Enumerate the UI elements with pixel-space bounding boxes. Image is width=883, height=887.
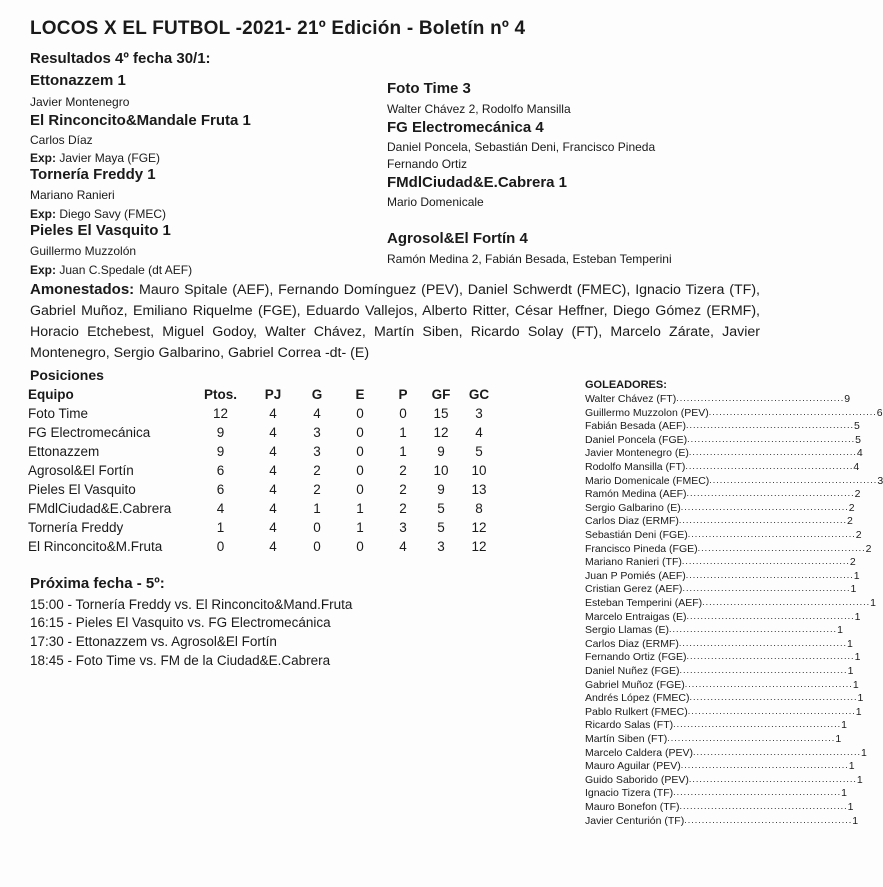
- leader-dots: ................................................: [687, 705, 856, 716]
- scorer-row: [585, 488, 861, 501]
- stat-cell: 15: [433, 406, 449, 421]
- stat-cell: 2: [399, 501, 407, 516]
- scorer-name: Javier Montenegro (E): [585, 447, 689, 460]
- scorer-name: Guido Saborido (PEV): [585, 773, 689, 786]
- stat-cell: 3: [313, 425, 321, 440]
- scorer-goals: 1: [870, 597, 876, 609]
- scorer-goals: 2: [846, 515, 853, 528]
- scorer-name: Sebastián Deni (FGE): [585, 529, 688, 541]
- expelled-player: Juan C.Spedale (dt AEF): [59, 263, 193, 277]
- scorer-name: Sergio Galbarino (E): [585, 501, 681, 514]
- scorer-row: [585, 501, 855, 514]
- scorer-goals: 2: [865, 542, 872, 555]
- expelled-line: [30, 151, 160, 165]
- scorer-name: Mariano Ranieri (TF): [585, 556, 682, 569]
- team-name-cell: Tornería Freddy: [28, 520, 124, 535]
- scorer-name: Fernando Ortiz (FGE): [585, 651, 687, 664]
- scorer-goals: 9: [844, 393, 851, 405]
- stat-cell: 10: [433, 463, 449, 478]
- stat-cell: 0: [356, 444, 364, 459]
- stat-cell: 4: [269, 539, 277, 554]
- next-match: 18:45 - Foto Time vs. FM de la Ciudad&E.Cabrera: [30, 653, 331, 668]
- stat-cell: 12: [212, 406, 229, 421]
- scorer-row: [585, 624, 843, 637]
- scorer-goals: 1: [835, 733, 842, 745]
- scorer-name: Martín Siben (FT): [585, 733, 668, 745]
- scorer-row: [585, 692, 864, 705]
- stat-cell: 3: [437, 539, 445, 554]
- scorer-row: [585, 787, 847, 800]
- leader-dots: ................................................: [679, 801, 848, 811]
- stat-cell: 4: [269, 444, 277, 459]
- stat-cell: 4: [475, 425, 483, 440]
- col-header-goals-for: GF: [431, 387, 451, 402]
- scorer-name: Mario Domenicale (FMEC): [585, 474, 710, 487]
- team-name-cell: Foto Time: [28, 406, 89, 421]
- stat-cell: 12: [471, 539, 487, 554]
- scorer-goals: 1: [846, 637, 853, 650]
- scorer-goals: 1: [847, 801, 854, 813]
- stat-cell: 9: [437, 482, 445, 497]
- scorer-row: [585, 461, 860, 473]
- scorer-goals: 1: [860, 746, 867, 759]
- standings-title: Posiciones: [30, 367, 104, 383]
- expelled-line: [30, 263, 192, 277]
- scorer-name: Daniel Poncela (FGE): [585, 433, 688, 446]
- scorer-row: [585, 406, 883, 419]
- result-team: FG Electromecánica 4: [387, 119, 544, 136]
- stat-cell: 2: [313, 482, 321, 497]
- scorer-row: [585, 583, 857, 596]
- scorer-name: Mauro Bonefon (TF): [585, 801, 680, 813]
- team-name-cell: Pieles El Vasquito: [28, 482, 136, 497]
- leader-dots: ................................................: [709, 474, 878, 485]
- stat-cell: 4: [313, 406, 321, 421]
- leader-dots: ................................................: [673, 787, 842, 798]
- scorer-row: [585, 651, 861, 664]
- result-scorers: Guillermo Muzzolón: [30, 244, 137, 258]
- leader-dots: ................................................: [687, 433, 856, 444]
- scorer-row: [585, 801, 854, 813]
- scorer-name: Guillermo Muzzolon (PEV): [585, 406, 709, 419]
- cautioned-paragraph: [30, 279, 760, 364]
- col-header-points: Ptos.: [203, 387, 237, 402]
- scorer-name: Gabriel Muñoz (FGE): [585, 678, 685, 691]
- scorer-row: [585, 420, 860, 433]
- scorer-name: Mauro Aguilar (PEV): [585, 760, 681, 773]
- leader-dots: ................................................: [685, 569, 854, 580]
- team-name-cell: Ettonazzem: [28, 444, 100, 459]
- result-scorers: Ramón Medina 2, Fabián Besada, Esteban Temperini: [387, 252, 672, 266]
- scorer-name: Fabián Besada (AEF): [585, 420, 686, 433]
- leader-dots: ................................................: [686, 610, 855, 621]
- scorer-goals: 1: [854, 651, 861, 664]
- stat-cell: 8: [475, 501, 483, 516]
- stat-cell: 0: [216, 539, 225, 554]
- stat-cell: 4: [269, 501, 277, 516]
- scorer-row: [585, 393, 851, 405]
- scorer-row: [585, 678, 859, 691]
- scorer-goals: 1: [855, 705, 862, 718]
- scorer-name: Rodolfo Mansilla (FT): [585, 461, 686, 473]
- leader-dots: ................................................: [678, 637, 847, 648]
- stat-cell: 10: [471, 463, 487, 478]
- scorer-name: Carlos Diaz (ERMF): [585, 637, 679, 650]
- result-team: FMdlCiudad&E.Cabrera 1: [387, 174, 568, 191]
- scorer-row: [585, 814, 859, 827]
- result-team: Ettonazzem 1: [30, 72, 126, 89]
- scorer-goals: 1: [856, 773, 863, 786]
- scorer-goals: 1: [847, 665, 854, 677]
- col-header-won: G: [311, 387, 323, 402]
- col-header-goals-against: GC: [468, 387, 490, 402]
- stat-cell: 6: [216, 482, 225, 497]
- scorer-goals: 1: [857, 692, 864, 705]
- col-header-drawn: E: [355, 387, 365, 402]
- scorer-goals: 1: [850, 583, 857, 596]
- leader-dots: ................................................: [697, 542, 866, 553]
- leader-dots: ................................................: [678, 515, 847, 526]
- stat-cell: 2: [313, 463, 321, 478]
- next-round-title: Próxima fecha - 5º:: [30, 575, 165, 592]
- leader-dots: ................................................: [688, 447, 857, 458]
- standings-header-row: [28, 385, 498, 404]
- leader-dots: ................................................: [702, 597, 871, 607]
- scorer-name: Daniel Nuñez (FGE): [585, 665, 680, 677]
- expelled-label: Exp:: [30, 151, 57, 165]
- scorer-row: [585, 556, 856, 569]
- result-team: El Rinconcito&Mandale Fruta 1: [30, 112, 251, 129]
- leader-dots: ................................................: [684, 678, 853, 689]
- result-team: Pieles El Vasquito 1: [30, 222, 171, 239]
- leader-dots: ................................................: [688, 773, 857, 784]
- scorer-goals: 6: [876, 406, 883, 419]
- result-scorers-continued: Fernando Ortiz: [387, 157, 468, 171]
- stat-cell: 3: [399, 520, 407, 535]
- leader-dots: ................................................: [680, 501, 849, 512]
- stat-cell: 1: [356, 520, 364, 535]
- stat-cell: 3: [475, 406, 483, 421]
- team-name-cell: El Rinconcito&M.Fruta: [28, 539, 163, 554]
- stat-cell: 4: [269, 482, 277, 497]
- col-header-team: Equipo: [28, 387, 74, 402]
- col-header-lost: P: [398, 387, 408, 402]
- result-scorers: Mario Domenicale: [387, 195, 484, 209]
- scorer-goals: 2: [855, 529, 862, 541]
- leader-dots: ................................................: [685, 420, 854, 431]
- result-scorers: Mariano Ranieri: [30, 188, 115, 202]
- scorer-name: Ricardo Salas (FT): [585, 719, 674, 732]
- next-match: 15:00 - Tornería Freddy vs. El Rinconcito&Mand.Fruta: [30, 597, 353, 612]
- leader-dots: ................................................: [692, 746, 861, 757]
- result-team: Tornería Freddy 1: [30, 166, 156, 183]
- standings-row: [28, 423, 498, 442]
- scorer-goals: 1: [852, 678, 859, 691]
- scorer-row: [585, 760, 855, 773]
- stat-cell: 0: [356, 425, 364, 440]
- scorer-goals: 4: [853, 461, 860, 473]
- expelled-line: [30, 207, 166, 221]
- leader-dots: ................................................: [684, 814, 853, 825]
- scorer-row: [585, 746, 867, 759]
- scorer-row: [585, 610, 861, 623]
- leader-dots: ................................................: [673, 719, 842, 730]
- result-scorers: Carlos Díaz: [30, 133, 93, 147]
- stat-cell: 4: [269, 463, 277, 478]
- stat-cell: 9: [437, 444, 445, 459]
- stat-cell: 2: [399, 463, 407, 478]
- stat-cell: 9: [216, 444, 225, 459]
- stat-cell: 12: [471, 520, 487, 535]
- leader-dots: ................................................: [708, 406, 877, 417]
- stat-cell: 13: [471, 482, 487, 497]
- scorer-goals: 2: [854, 488, 861, 501]
- standings-row: [28, 461, 498, 480]
- scorers-title: GOLEADORES:: [585, 379, 667, 391]
- team-name-cell: FG Electromecánica: [28, 425, 151, 440]
- scorer-row: [585, 705, 862, 718]
- result-scorers: Daniel Poncela, Sebastián Deni, Francisco Pineda: [387, 140, 656, 154]
- expelled-player: Diego Savy (FMEC): [59, 207, 167, 221]
- scorer-goals: 1: [852, 814, 859, 827]
- scorer-row: [585, 733, 842, 745]
- leader-dots: ................................................: [667, 733, 836, 743]
- standings-row: [28, 442, 498, 461]
- leader-dots: ................................................: [689, 692, 858, 703]
- scorer-goals: 1: [853, 569, 860, 582]
- scorer-name: Marcelo Caldera (PEV): [585, 746, 693, 759]
- stat-cell: 9: [216, 425, 225, 440]
- stat-cell: 4: [269, 520, 277, 535]
- leader-dots: ................................................: [669, 624, 838, 635]
- scorer-name: Sergio Llamas (E): [585, 624, 670, 637]
- scorer-row: [585, 773, 863, 786]
- scorer-goals: 4: [856, 447, 863, 460]
- leader-dots: ................................................: [681, 556, 850, 567]
- scorer-name: Ramón Medina (AEF): [585, 488, 687, 501]
- expelled-player: Javier Maya (FGE): [59, 151, 161, 165]
- team-name-cell: Agrosol&El Fortín: [28, 463, 134, 478]
- standings-row: [28, 404, 498, 423]
- leader-dots: ................................................: [685, 461, 854, 471]
- scorer-name: Andrés López (FMEC): [585, 692, 690, 705]
- leader-dots: ................................................: [686, 651, 855, 662]
- col-header-played: PJ: [264, 387, 282, 402]
- stat-cell: 0: [313, 539, 321, 554]
- scorer-row: [585, 637, 853, 650]
- stat-cell: 12: [433, 425, 449, 440]
- scorer-name: Esteban Temperini (AEF): [585, 597, 703, 609]
- leader-dots: ................................................: [687, 529, 856, 539]
- stat-cell: 2: [399, 482, 407, 497]
- scorer-goals: 1: [848, 760, 855, 773]
- stat-cell: 3: [313, 444, 321, 459]
- cautioned-label: Amonestados:: [30, 281, 135, 298]
- scorer-goals: 1: [854, 610, 861, 623]
- stat-cell: 1: [399, 425, 407, 440]
- stat-cell: 1: [356, 501, 364, 516]
- stat-cell: 4: [269, 406, 277, 421]
- scorer-goals: 1: [837, 624, 843, 637]
- leader-dots: ................................................: [682, 583, 851, 594]
- scorer-goals: 2: [849, 556, 856, 569]
- scorer-row: [585, 569, 860, 582]
- scorer-goals: 5: [854, 420, 860, 433]
- stat-cell: 0: [313, 520, 321, 535]
- scorer-row: [585, 542, 872, 555]
- result-team: Agrosol&El Fortín 4: [387, 230, 528, 247]
- stat-cell: 1: [399, 444, 407, 459]
- leader-dots: ................................................: [679, 665, 848, 675]
- standings-row: [28, 499, 498, 518]
- result-scorers: Javier Montenegro: [30, 95, 130, 109]
- results-header: Resultados 4º fecha 30/1:: [30, 50, 211, 67]
- stat-cell: 4: [216, 501, 225, 516]
- stat-cell: 4: [399, 539, 407, 554]
- stat-cell: 4: [269, 425, 277, 440]
- standings-row: [28, 537, 498, 556]
- stat-cell: 1: [216, 520, 225, 535]
- stat-cell: 0: [356, 482, 364, 497]
- scorer-name: Ignacio Tizera (TF): [585, 787, 674, 800]
- leader-dots: ................................................: [676, 393, 845, 403]
- scorer-row: [585, 447, 863, 460]
- result-team: Foto Time 3: [387, 80, 471, 97]
- cautioned-list: Mauro Spitale (AEF), Fernando Domínguez (PEV), Daniel Schwerdt (FMEC), Ignacio Tizera (TF), Gabriel Muñoz, Emiliano Riquelme (FGE), Eduardo Vallejos, Alberto Ritter, César Heffner, Diego Gómez (ERMF), Horacio Etchebest, Miguel Godoy, Walter Chávez, Martín Siben, Ricardo Solay (FT), Marcelo Zárate, Javier Montenegro, Sergio Galbarino, Gabriel Correa -dt- (E): [30, 282, 760, 361]
- scorer-name: Cristian Gerez (AEF): [585, 583, 683, 596]
- team-name-cell: FMdlCiudad&E.Cabrera: [28, 501, 172, 516]
- scorer-name: Carlos Diaz (ERMF): [585, 515, 679, 528]
- stat-cell: 0: [356, 539, 364, 554]
- stat-cell: 1: [313, 501, 321, 516]
- scorer-row: [585, 474, 883, 487]
- standings-row: [28, 518, 498, 537]
- stat-cell: 0: [356, 406, 364, 421]
- leader-dots: ................................................: [686, 488, 855, 499]
- scorer-goals: 5: [855, 433, 861, 446]
- stat-cell: 6: [216, 463, 225, 478]
- scorer-name: Francisco Pineda (FGE): [585, 542, 698, 555]
- scorer-name: Pablo Rulkert (FMEC): [585, 705, 688, 718]
- scorer-row: [585, 433, 861, 446]
- scorer-name: Marcelo Entraigas (E): [585, 610, 687, 623]
- scorer-goals: 3: [877, 474, 883, 487]
- scorer-name: Juan P Pomiés (AEF): [585, 569, 686, 582]
- standings-table: [28, 385, 498, 556]
- scorer-row: [585, 529, 862, 541]
- expelled-label: Exp:: [30, 207, 57, 221]
- scorer-row: [585, 515, 853, 528]
- leader-dots: ................................................: [680, 760, 849, 771]
- scorer-row: [585, 719, 847, 732]
- stat-cell: 5: [437, 520, 445, 535]
- bulletin-title: LOCOS X EL FUTBOL -2021- 21º Edición - Boletín nº 4: [30, 18, 526, 39]
- scorer-goals: 1: [841, 787, 847, 800]
- scorer-name: Walter Chávez (FT): [585, 393, 677, 405]
- stat-cell: 0: [399, 406, 407, 421]
- stat-cell: 0: [356, 463, 364, 478]
- stat-cell: 5: [437, 501, 445, 516]
- result-scorers: Walter Chávez 2, Rodolfo Mansilla: [387, 102, 571, 116]
- standings-row: [28, 480, 498, 499]
- next-match: 17:30 - Ettonazzem vs. Agrosol&El Fortín: [30, 634, 277, 649]
- scorer-name: Javier Centurión (TF): [585, 814, 685, 827]
- scorer-row: [585, 665, 854, 677]
- scorer-goals: 1: [841, 719, 847, 732]
- next-match: 16:15 - Pieles El Vasquito vs. FG Electromecánica: [30, 615, 331, 630]
- stat-cell: 5: [475, 444, 483, 459]
- scorer-row: [585, 597, 876, 609]
- scorer-goals: 2: [848, 501, 855, 514]
- expelled-label: Exp:: [30, 263, 57, 277]
